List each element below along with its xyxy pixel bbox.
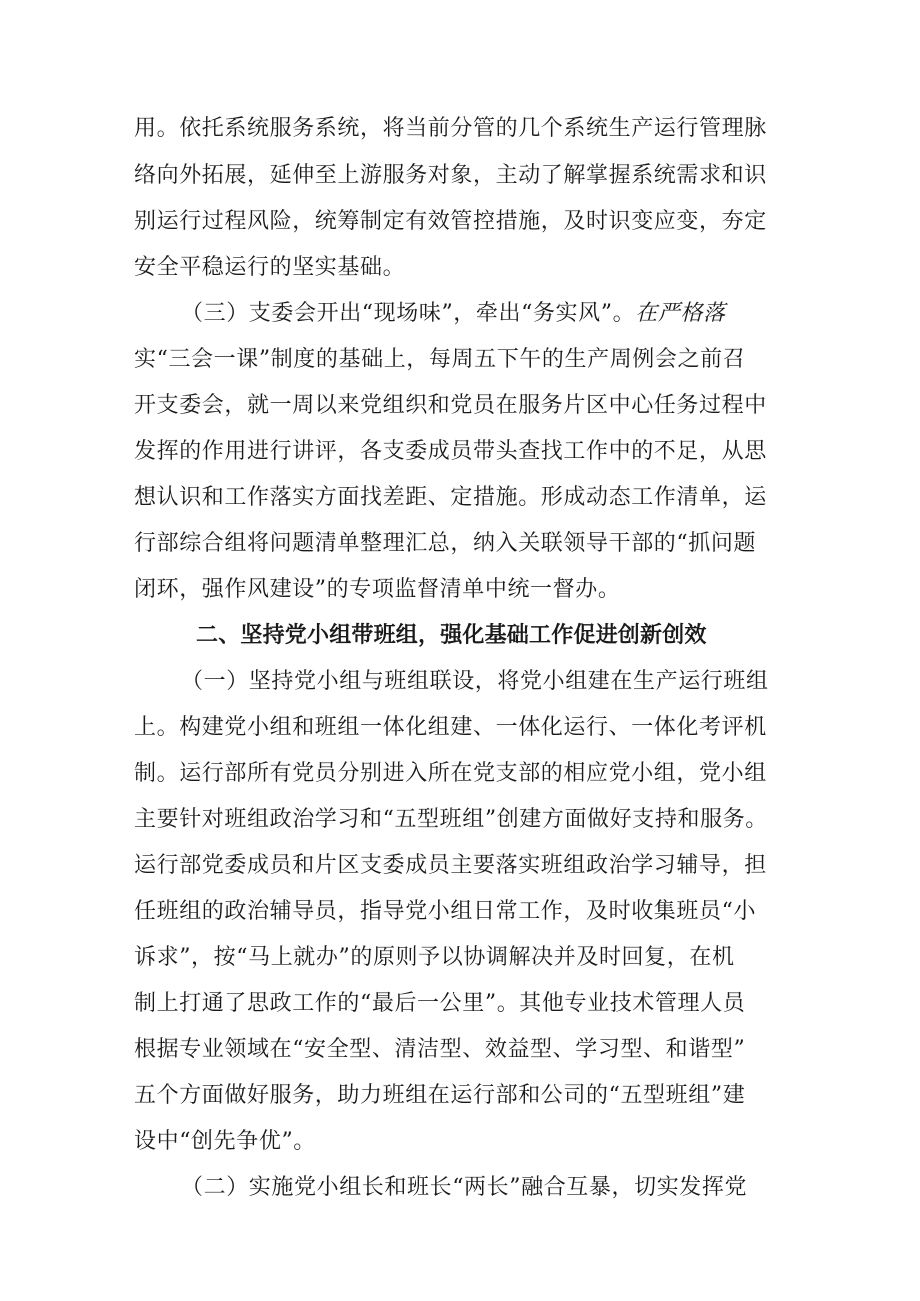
paragraph-2-line: 发挥的作用进行讲评，各支委成员带头查找工作中的不足，从思: [134, 439, 767, 464]
paragraph-4-line: （二）实施党小组长和班长“两长”融合互暴，切实发挥党: [181, 1175, 748, 1200]
paragraph-2-emphasis: 在严格落: [635, 301, 726, 326]
paragraph-3-line: 根据专业领域在“安全型、清洁型、效益型、学习型、和谐型”: [134, 1037, 746, 1062]
paragraph-3-line: 任班组的政治辅导员，指导党小组日常工作，及时收集班员“小: [134, 899, 757, 924]
paragraph-1-line: 别运行过程风险，统筹制定有效管控措施，及时识变应变，夯定: [134, 209, 767, 234]
paragraph-2-line: 开支委会，就一周以来党组织和党员在服务片区中心任务过程中: [134, 393, 767, 418]
paragraph-2-line: 实“三会一课”制度的基础上，每周五下午的生产周例会之前召: [134, 347, 746, 372]
paragraph-3-line: 设中“创先争优”。: [134, 1129, 316, 1154]
paragraph-3-line: （一）坚持党小组与班组联设，将党小组建在生产运行班组: [181, 669, 769, 694]
paragraph-1-line: 用。依托系统服务系统，将当前分管的几个系统生产运行管理脉: [134, 116, 767, 141]
paragraph-2-subheading: （三）支委会开出“现场味”，牵出“务实风”。: [181, 301, 636, 326]
paragraph-2-line: 想认识和工作落实方面找差距、定措施。形成动态工作清单，运: [134, 485, 767, 510]
paragraph-3-line: 主要针对班组政治学习和“五型班组”创建方面做好支持和服务。: [134, 807, 768, 832]
paragraph-3-line: 制。运行部所有党员分别进入所在党支部的相应党小组，党小组: [134, 761, 767, 786]
paragraph-1-line: 安全平稳运行的坚实基础。: [134, 255, 406, 280]
paragraph-2-line: 闭环，强作风建设”的专项监督清单中统一督办。: [134, 577, 621, 602]
paragraph-2-first-line: [181, 291, 794, 337]
paragraph-2-line: 行部综合组将问题清单整理汇总，纳入关联领导干部的“抓问题: [134, 531, 757, 556]
paragraph-3-line: 上。构建党小组和班组一体化组建、一体化运行、一体化考评机: [134, 715, 767, 740]
section-heading: 二、坚持党小组带班组，强化基础工作促进创新创效: [196, 623, 707, 648]
paragraph-3-line: 运行部党委成员和片区支委成员主要落实班组政治学习辅导，担: [134, 853, 767, 878]
paragraph-3-line: 五个方面做好服务，助力班组在运行部和公司的“五型班组”建: [134, 1083, 746, 1108]
paragraph-3-line: 制上打通了思政工作的“最后一公里”。其他专业技术管理人员: [134, 991, 746, 1016]
paragraph-3-line: 诉求”，按“马上就办”的原则予以协调解决并及时回复，在机: [134, 945, 735, 970]
paragraph-1-line: 络向外拓展，延伸至上游服务对象，主动了解掌握系统需求和识: [134, 163, 767, 188]
